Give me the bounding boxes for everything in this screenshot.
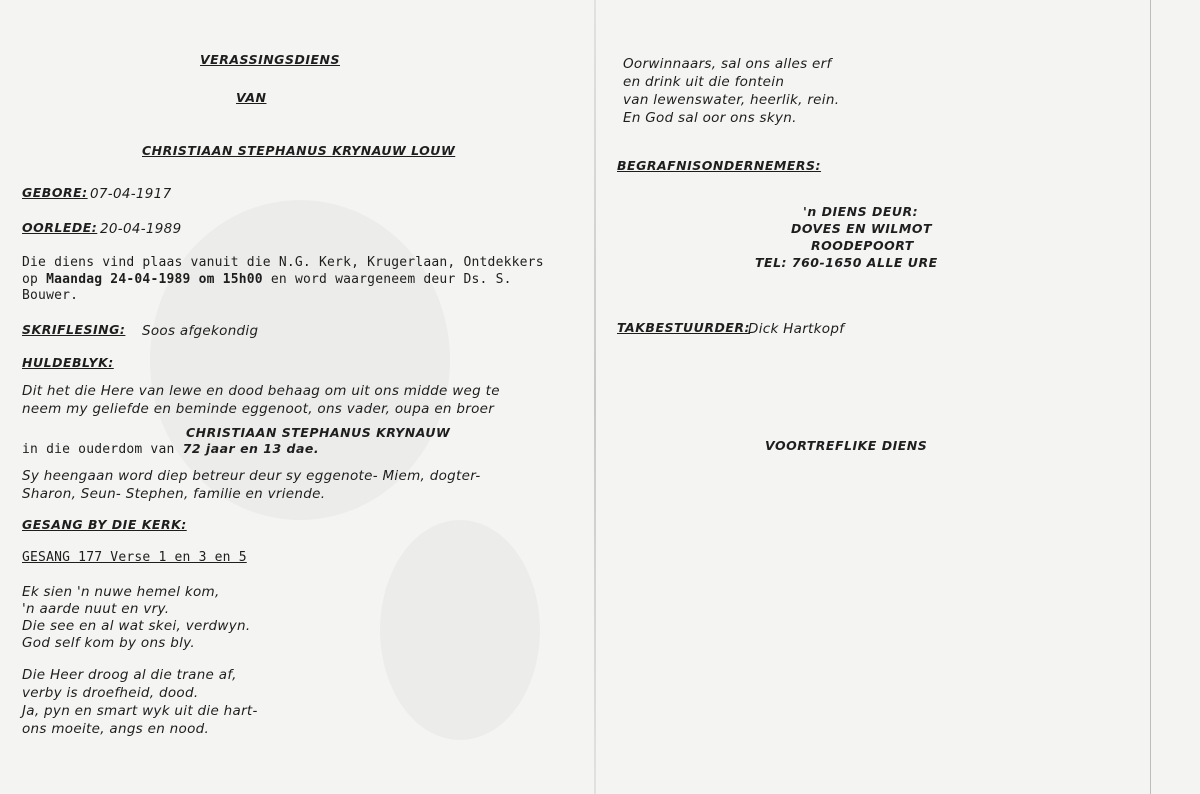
gesang-reference: GESANG 177 Verse 1 en 3 en 5 xyxy=(22,550,247,565)
title: VERASSINGSDIENS xyxy=(200,52,340,67)
skriflesing-value: Soos afgekondig xyxy=(142,323,259,339)
verse-line: Ja, pyn en smart wyk uit die hart- xyxy=(22,703,258,719)
verse-line: ons moeite, angs en nood. xyxy=(22,721,210,737)
gebore-value: 07-04-1917 xyxy=(90,186,172,202)
diens-deur: 'n DIENS DEUR: xyxy=(803,204,919,219)
service-line-3: Bouwer. xyxy=(22,288,79,303)
huldeblyk-label: HULDEBLYK: xyxy=(22,355,114,370)
verse-line: verby is droefheid, dood. xyxy=(22,685,199,701)
verse-line: van lewenswater, heerlik, rein. xyxy=(623,92,840,108)
service-line-2 xyxy=(22,272,512,288)
age-line xyxy=(22,441,319,458)
deceased-name: CHRISTIAAN STEPHANUS KRYNAUW LOUW xyxy=(142,143,456,158)
takbestuurder-value: Dick Hartkopf xyxy=(748,321,845,337)
service-line-2-end: en word waargeneem deur Ds. S. xyxy=(270,272,512,287)
verse-line: Ek sien 'n nuwe hemel kom, xyxy=(22,584,220,600)
company-name: DOVES EN WILMOT xyxy=(791,221,932,236)
company-phone: TEL: 760-1650 ALLE URE xyxy=(755,255,938,270)
verse-line: God self kom by ons bly. xyxy=(22,635,195,651)
closing-text: VOORTREFLIKE DIENS xyxy=(765,438,928,453)
takbestuurder-label: TAKBESTUURDER: xyxy=(617,320,750,335)
grief-line-1: Sy heengaan word diep betreur deur sy eggenote- Miem, dogter- xyxy=(22,468,481,484)
skriflesing-label: SKRIFLESING: xyxy=(22,322,126,337)
verse-line: Die Heer droog al die trane af, xyxy=(22,667,237,683)
service-line-1: Die diens vind plaas vanuit die N.G. Kerk, Krugerlaan, Ontdekkers xyxy=(22,255,544,270)
company-city: ROODEPOORT xyxy=(811,238,914,253)
gebore-label: GEBORE: xyxy=(22,185,88,200)
verse-line: En God sal oor ons skyn. xyxy=(623,110,797,126)
verse-line: en drink uit die fontein xyxy=(623,74,785,90)
huldeblyk-name: CHRISTIAAN STEPHANUS KRYNAUW xyxy=(186,425,451,440)
page-edge xyxy=(1150,0,1151,794)
van-heading: VAN xyxy=(236,90,267,105)
grief-line-2: Sharon, Seun- Stephen, familie en vriende. xyxy=(22,486,326,502)
gesang-label: GESANG BY DIE KERK: xyxy=(22,517,187,532)
verse-line: 'n aarde nuut en vry. xyxy=(22,601,170,617)
age-value: 72 jaar en 13 dae. xyxy=(182,441,320,456)
verse-line: Die see en al wat skei, verdwyn. xyxy=(22,618,251,634)
verse-line: Oorwinnaars, sal ons alles erf xyxy=(623,56,832,72)
oorlede-value: 20-04-1989 xyxy=(100,221,182,237)
huldeblyk-line-2: neem my geliefde en beminde eggenoot, ons vader, oupa en broer xyxy=(22,401,495,417)
oorlede-label: OORLEDE: xyxy=(22,220,98,235)
begrafnis-label: BEGRAFNISONDERNEMERS: xyxy=(617,158,822,173)
huldeblyk-line-1: Dit het die Here van lewe en dood behaag om uit ons midde weg te xyxy=(22,383,500,399)
service-date-time: Maandag 24-04-1989 om 15h00 xyxy=(46,272,263,287)
page-fold xyxy=(594,0,596,794)
paper-texture xyxy=(380,520,540,740)
age-prefix: in die ouderdom van xyxy=(22,442,175,457)
service-line-2-start: op xyxy=(22,272,39,287)
